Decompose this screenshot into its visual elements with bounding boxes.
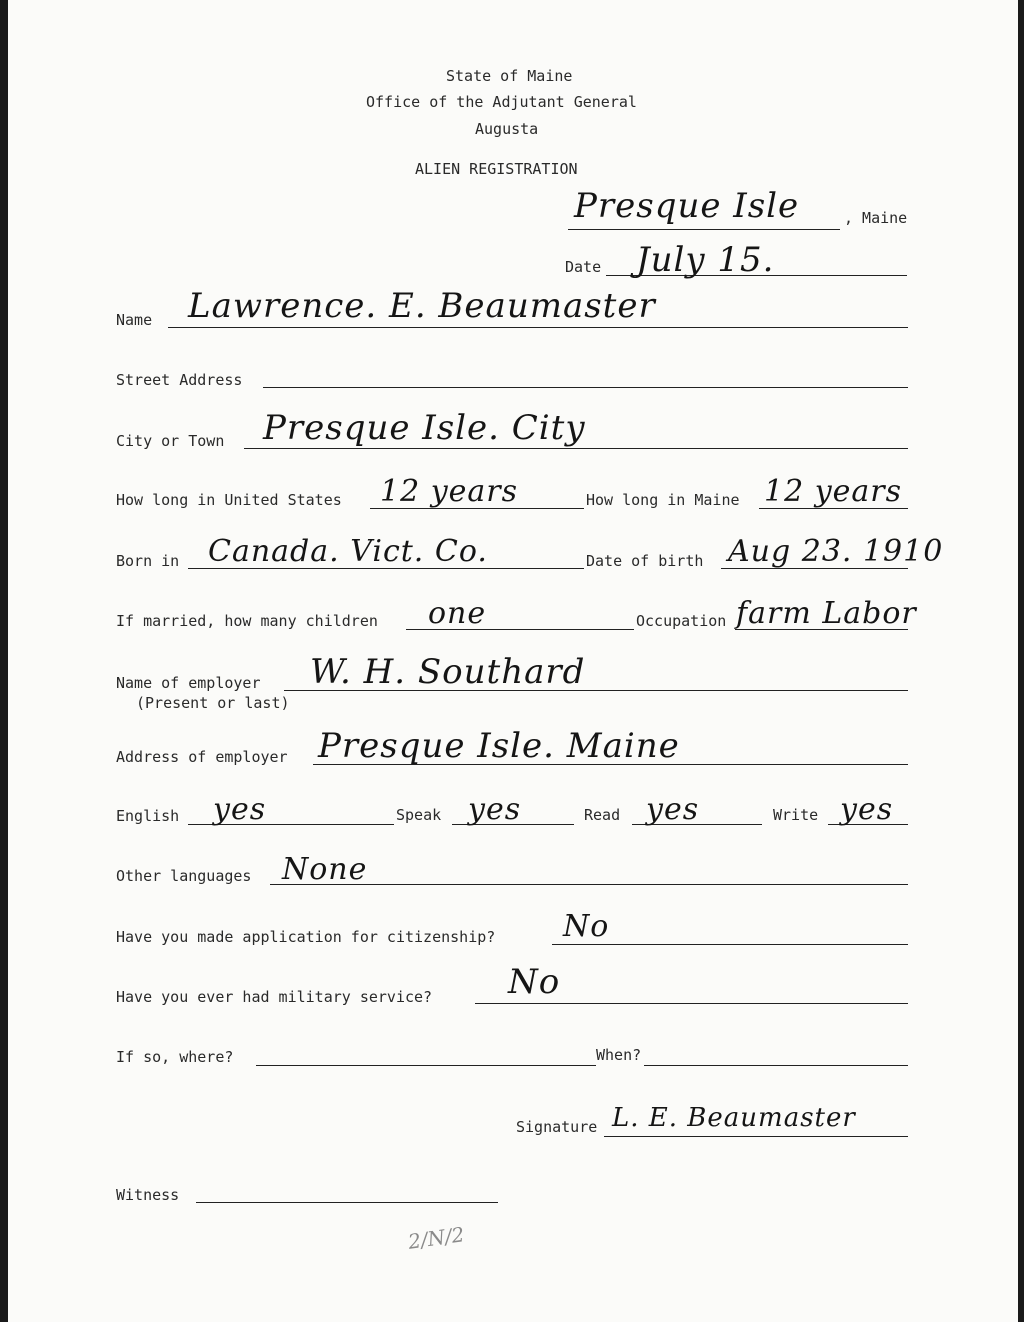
date-value: July 15. <box>636 240 775 280</box>
occupation-value: farm Labor <box>736 596 917 631</box>
employer-address-label: Address of employer <box>116 748 288 766</box>
signature-value: L. E. Beaumaster <box>612 1103 856 1133</box>
header-office: Office of the Adjutant General <box>366 93 637 111</box>
english-label: English <box>116 807 180 825</box>
when-line <box>644 1065 908 1066</box>
other-languages-label: Other languages <box>116 867 252 885</box>
us-years-value: 12 years <box>380 474 519 509</box>
header-state: State of Maine <box>446 67 573 85</box>
employer-address-value: Presque Isle. Maine <box>318 726 680 766</box>
where-line <box>256 1065 596 1066</box>
maine-years-value: 12 years <box>764 474 903 509</box>
place-suffix: , Maine <box>844 209 908 227</box>
street-label: Street Address <box>116 371 243 389</box>
children-value: one <box>428 596 487 631</box>
speak-label: Speak <box>396 806 442 824</box>
read-value: yes <box>646 792 700 827</box>
when-label: When? <box>596 1046 642 1064</box>
place-line <box>568 229 840 230</box>
margin-note: 2/N/2 <box>406 1222 466 1254</box>
city-label: City or Town <box>116 432 225 450</box>
city-line <box>244 448 908 449</box>
employer-sublabel: (Present or last) <box>136 694 290 712</box>
occupation-label: Occupation <box>636 612 727 630</box>
name-line <box>168 327 908 328</box>
witness-line <box>196 1202 498 1203</box>
citizenship-label: Have you made application for citizenship? <box>116 928 496 946</box>
children-label: If married, how many children <box>116 612 378 630</box>
employer-value: W. H. Southard <box>310 652 586 692</box>
street-line <box>263 387 908 388</box>
form-title: ALIEN REGISTRATION <box>415 160 578 178</box>
name-value: Lawrence. E. Beaumaster <box>188 286 656 326</box>
write-label: Write <box>773 806 819 824</box>
read-label: Read <box>584 806 621 824</box>
speak-value: yes <box>468 792 522 827</box>
dob-value: Aug 23. 1910 <box>728 534 944 569</box>
place-value: Presque Isle <box>574 186 800 226</box>
born-value: Canada. Vict. Co. <box>208 534 488 569</box>
where-label: If so, where? <box>116 1048 234 1066</box>
name-label: Name <box>116 311 153 329</box>
military-label: Have you ever had military service? <box>116 988 433 1006</box>
write-value: yes <box>840 792 894 827</box>
citizenship-value: No <box>563 909 610 944</box>
english-value: yes <box>213 792 267 827</box>
military-line <box>475 1003 908 1004</box>
dob-label: Date of birth <box>586 552 704 570</box>
born-label: Born in <box>116 552 180 570</box>
us-years-label: How long in United States <box>116 491 342 509</box>
date-label: Date <box>565 258 602 276</box>
registration-form-page <box>8 0 1018 1322</box>
city-value: Presque Isle. City <box>263 408 586 448</box>
header-city: Augusta <box>475 120 539 138</box>
employer-label: Name of employer <box>116 674 261 692</box>
military-value: No <box>508 962 561 1002</box>
maine-years-label: How long in Maine <box>586 491 740 509</box>
signature-label: Signature <box>516 1118 598 1136</box>
witness-label: Witness <box>116 1186 180 1204</box>
other-languages-value: None <box>282 852 368 887</box>
